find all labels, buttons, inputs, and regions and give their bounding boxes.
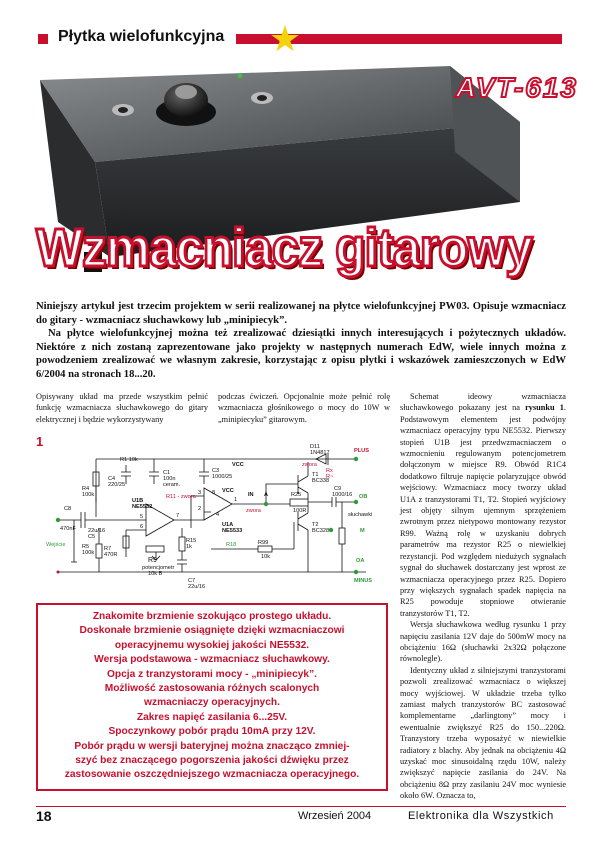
lead-paragraphs xyxy=(36,300,566,382)
pin-1: 1 xyxy=(234,497,238,503)
feature-line: Opcja z tranzystorami mocy - „minipiecyk”. xyxy=(106,668,318,680)
label-r5-value: 100k xyxy=(82,550,95,556)
pin-5: 5 xyxy=(140,514,144,520)
column-3-paragraph-3: Identyczny układ z silniejszymi tranzystorami pozwoli zrealizować wzmacniacz o większej mocy wyjściowej. W układzie trzeba tylko zamiast małych tranzystorów BC zastosować komplementarne „darlingtony” mocy i ewentualnie zwiększyć R25 do 150...220Ω. Tranzystory trzeba wyposażyć w niewielkie radiatory z blachy. Aby jednak na obciążeniu 4Ω uzyskać moc sinusoidalną rzędu 10W, należy zwiększyć napięcie zasilania do 24V. Na obciążeniu 8Ω przy zasilaniu 24V moc wyniesie około 6W. Oznacza to, xyxy=(400,665,566,801)
column-3-paragraph-2: Wersja słuchawkowa według rysunku 1 przy napięciu zasilania 12V daje do 500mW mocy na obciążeniu 16Ω (słuchawki 2x32Ω połączone równolegle). xyxy=(400,620,566,664)
feature-line: Znakomite brzmienie szokująco prostego układu. xyxy=(92,611,332,622)
feature-line: operacyjnemu wysokiej jakości NE5532. xyxy=(114,639,310,651)
label-r7-value: 470R xyxy=(104,552,118,558)
pin-8: 8 xyxy=(212,490,216,496)
label-rx: Rx xyxy=(326,468,333,474)
feature-line: wzmacniaczy operacyjnych. xyxy=(144,697,280,709)
article-title: Wzmacniacz gitarowy xyxy=(36,218,533,278)
label-r9: R9 xyxy=(148,557,157,564)
label-c1: C1 xyxy=(163,470,171,476)
label-we: Wejście xyxy=(46,542,66,548)
label-r9-desc: potencjometr xyxy=(142,565,175,571)
label-c3: C3 xyxy=(212,468,220,474)
magazine-name: Elektronika dla Wszystkich xyxy=(408,810,554,822)
lead-paragraph-1: Niniejszy artykuł jest trzecim projektem w serii realizowanej na płytce wielofunkcyjnej PW03. Opisuje wzmacniacz do gitary - wzmacniacz słuchawkowy lub „minipiecyk”. xyxy=(36,301,566,326)
label-r4-value: 100k xyxy=(82,492,95,498)
label-m: M xyxy=(360,528,365,534)
label-r5: R5 xyxy=(82,544,90,550)
label-c1-value: 100n xyxy=(163,476,176,482)
footer-rule xyxy=(36,806,566,807)
feature-line: Wersja podstawowa - wzmacniacz słuchawkowy. xyxy=(94,654,330,666)
label-c8-value: 470nF xyxy=(60,526,76,532)
label-r11: R11 - zwora xyxy=(166,494,196,500)
schematic-diagram xyxy=(36,432,391,600)
feature-line: szyć bez znaczącego pogorszenia jakości dźwięku przez xyxy=(75,755,349,767)
label-c4-value: 220/25 xyxy=(108,482,126,488)
product-code: AVT-613 xyxy=(455,72,578,103)
label-t1: T1 xyxy=(312,472,319,478)
pin-7: 7 xyxy=(176,513,180,519)
label-r9-value: 10k B xyxy=(148,571,163,577)
header-square xyxy=(38,34,48,44)
label-d11: D11 xyxy=(310,444,320,450)
label-u1b: U1B xyxy=(132,498,144,504)
label-r1: R1 10k xyxy=(120,457,138,463)
label-c8: C8 xyxy=(64,506,72,512)
label-r25-value: 100R xyxy=(293,508,307,514)
label-r18: R18 xyxy=(226,542,237,548)
column-1-text: Opisywany układ ma przede wszystkim pełnić funkcję wzmacniacza słuchawkowego do gitary elektrycznej i będzie wykorzystywany xyxy=(36,392,208,424)
label-u1b-type: NE5532 xyxy=(132,504,153,510)
label-u1a: U1A xyxy=(222,522,234,528)
features-box xyxy=(36,603,388,791)
label-t1-type: BC338 xyxy=(312,478,330,484)
label-headphones: słuchawki xyxy=(348,512,373,518)
label-r99-value: 10k xyxy=(261,554,271,560)
lead-paragraph-2: Na płytce wielofunkcyjnej można też zrealizować dziesiątki innych interesujących i pożytecznych układów. Niektóre z nich zostaną zaprezentowane jako projekty w następnych numerach EdW, wiele innych można z powodzeniem zrealizować we własnym zakresie, korzystając z opisu płytki i wskazówek zamieszczonych w EdW 6/2004 na stronach 18...20. xyxy=(36,328,566,380)
label-c4: C4 xyxy=(108,476,116,482)
column-2 xyxy=(218,391,390,425)
feature-line: zastosowanie oszczędniejszego wzmacniacza operacyjnego. xyxy=(64,769,360,781)
label-u1a-type: NE5533 xyxy=(222,528,243,534)
label-zwora-2: zwora xyxy=(302,462,317,468)
label-c9: C9 xyxy=(334,486,342,492)
page-number: 18 xyxy=(36,808,52,824)
label-minus: MINUS xyxy=(354,578,373,584)
pin-4: 4 xyxy=(216,512,220,518)
label-r99: R99 xyxy=(258,540,269,546)
label-c7-value: 22u/16 xyxy=(188,584,206,590)
label-d11-type: 1N4817 xyxy=(310,450,330,456)
label-vcc: VCC xyxy=(232,462,244,468)
label-vcc2: VCC xyxy=(222,488,234,494)
label-c5: 22u/16 xyxy=(88,528,106,534)
label-in: IN xyxy=(248,492,254,498)
label-r15: R15 xyxy=(186,538,197,544)
label-c3-value: 1000/25 xyxy=(212,474,233,480)
label-t2: T2 xyxy=(312,522,319,528)
issue-date: Wrzesień 2004 xyxy=(298,810,372,822)
feature-line: Pobór prądu w wersji bateryjnej można znacząco zmniej- xyxy=(74,740,350,752)
star-icon: ★ xyxy=(268,19,302,59)
pin-6: 6 xyxy=(140,524,144,530)
label-rw: R~ xyxy=(326,474,334,480)
feature-line: Zakres napięć zasilania 6...25V. xyxy=(136,711,288,723)
pin-2: 2 xyxy=(198,506,202,512)
label-c5-name: C5 xyxy=(88,534,96,540)
column-3 xyxy=(400,391,566,802)
column-3-paragraph-1: Schemat ideowy wzmacniacza słuchawkowego pokazany jest na rysunku 1. Podstawowym elementem jest podwójny wzmacniacz operacyjny typu NE5532. Pierwszy stopień U1B jest przedwzmacniaczem o wzmocnieniu regulowanym potencjometrem dołączonym w miejsce R9. Obwód R1C4 dodatkowo filtruje napięcie polaryzujące obwód wejściowy. Wzmacniacz mocy tworzy układ U1A z tranzystorami T1, T2. Stopień wyjściowy jest objęty silnym ujemnym sprzężeniem zwrotnym przez nietypowo montowany rezystor R99. Ważną rolę w uzyskaniu dobrych parametrów ma rezystor R25 o niewielkiej rezystancji. Pod względem niedużych sygnałach sygnał do słuchawek dostarczany jest wprost ze wzmacniacza operacyjnego przez R25. Dopiero przy większych sygnałach spadek napięcia na R25 powoduje stopniowe otwieranie tranzystorów T1, T2. xyxy=(400,392,566,618)
column-1 xyxy=(36,391,208,425)
label-ob: OB xyxy=(359,494,368,500)
label-c7: C7 xyxy=(188,578,196,584)
feature-line: Spoczynkowy pobór prądu 10mA przy 12V. xyxy=(108,726,316,738)
feature-line: Możliwość zastosowania różnych scalonych xyxy=(104,683,320,695)
figure-number: 1 xyxy=(36,434,44,449)
label-plus: PLUS xyxy=(354,448,369,454)
label-c9-value: 1000/16 xyxy=(332,492,353,498)
column-2-text: podczas ćwiczeń. Opcjonalnie może pełnić rolę wzmacniacza głośnikowego o mocy do 10W w „minipiecyku” gitarowym. xyxy=(218,392,390,424)
label-r15-value: 1k xyxy=(186,544,192,550)
label-t2-type: BC328 xyxy=(312,528,330,534)
feature-line: Doskonałe brzmienie osiągnięte dzięki wzmacniaczowi xyxy=(79,625,345,637)
label-r25: R25 xyxy=(291,492,302,498)
label-c1-type: ceram. xyxy=(163,482,181,488)
label-a: A xyxy=(264,492,269,498)
pin-3: 3 xyxy=(198,490,202,496)
label-r4: R4 xyxy=(82,486,90,492)
label-r7: R7 xyxy=(104,546,112,552)
label-oa: OA xyxy=(356,558,365,564)
label-zwora-1: zwora xyxy=(246,508,261,514)
section-title: Płytka wielofunkcyjna xyxy=(58,28,225,45)
